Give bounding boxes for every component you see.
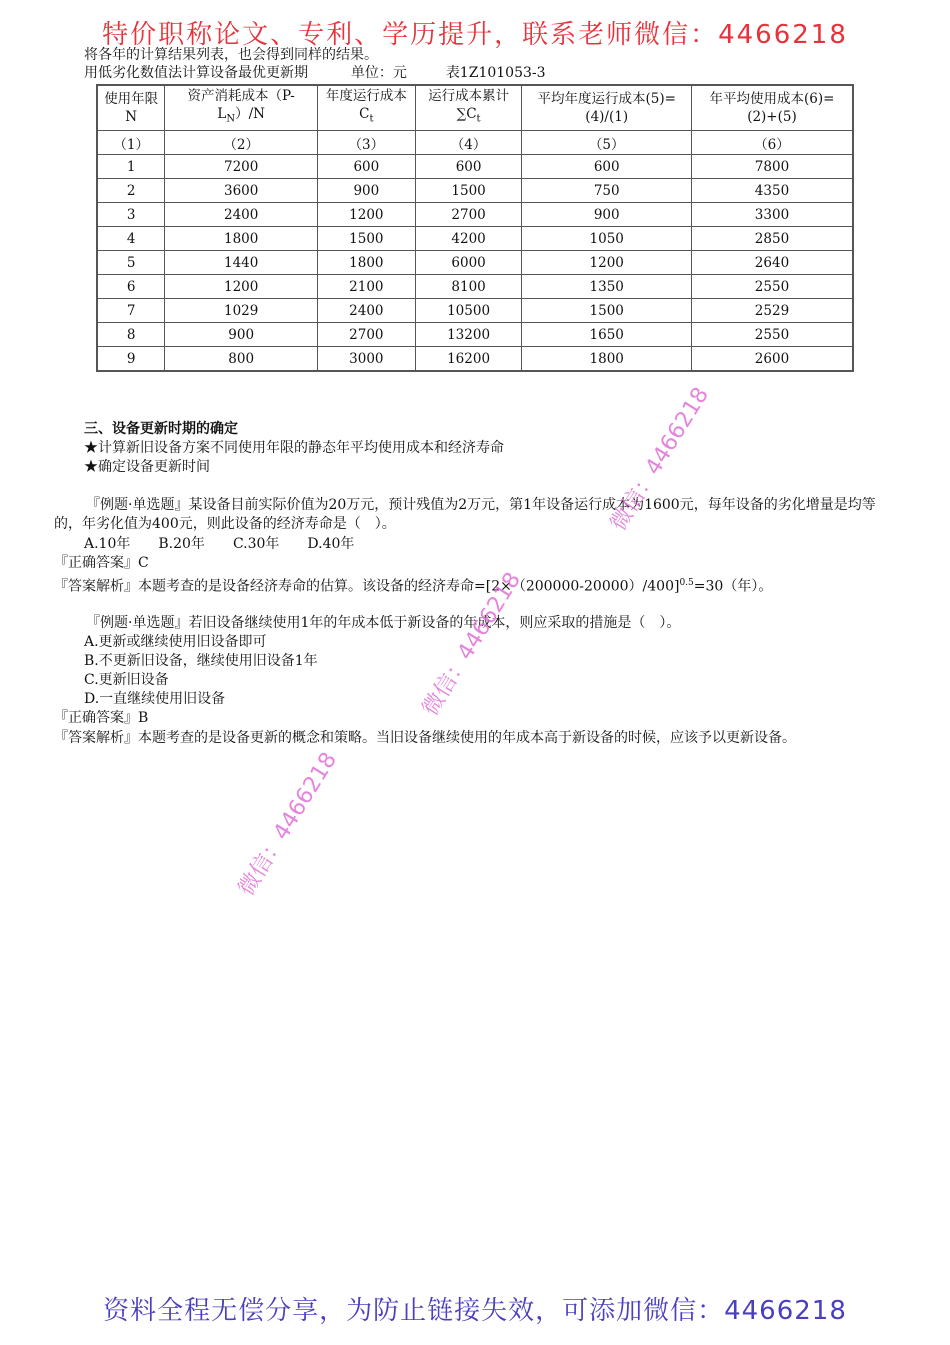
table-cell: 750 <box>522 179 692 203</box>
table-cell: 6 <box>97 275 165 299</box>
watermark-3: 微信：4466218 <box>233 748 343 901</box>
table-cell: 900 <box>317 179 415 203</box>
table-row <box>97 299 853 323</box>
q2-answer: 『正确答案』B <box>54 710 149 726</box>
table-cell: 2640 <box>691 251 853 275</box>
q1-option-d: D.40年 <box>307 536 355 552</box>
table-index-row: （1） （2） （3） （4） （5） （6） <box>97 131 853 155</box>
table-cell: 1500 <box>415 179 522 203</box>
table-cell: 1800 <box>317 251 415 275</box>
header-average-operating-cost: 平均年度运行成本(5)= (4)/(1) <box>522 85 692 131</box>
table-cell: 1500 <box>317 227 415 251</box>
table-cell: 7200 <box>165 155 318 179</box>
table-cell: 6000 <box>415 251 522 275</box>
header-average-usage-cost: 年平均使用成本(6)= (2)+(5) <box>691 85 853 131</box>
table-cell: 2529 <box>691 299 853 323</box>
q2-stem: 『例题·单选题』若旧设备继续使用1年的年成本低于新设备的年成本，则应采取的措施是（ ）。 <box>86 615 681 631</box>
watermark-2: 微信：4466218 <box>417 568 527 721</box>
q2-analysis: 『答案解析』本题考查的是设备更新的概念和策略。当旧设备继续使用的年成本高于新设备的时候，应该予以更新设备。 <box>54 730 796 746</box>
q1-answer: 『正确答案』C <box>54 555 149 571</box>
table-cell: 4200 <box>415 227 522 251</box>
section-heading: 三、设备更新时期的确定 <box>84 421 238 437</box>
table-cell: 2100 <box>317 275 415 299</box>
header-cumulative-operating-cost: 运行成本累计 $\sum C_t$ <box>415 85 522 131</box>
watermark-1: 微信：4466218 <box>605 383 715 536</box>
table-cell: 7 <box>97 299 165 323</box>
q2-option-c: C.更新旧设备 <box>84 672 169 688</box>
table-cell: 600 <box>415 155 522 179</box>
q1-option-c: C.30年 <box>232 536 280 552</box>
q1-option-b: B.20年 <box>158 536 205 552</box>
table-cell: 1050 <box>522 227 692 251</box>
table-cell: 2700 <box>317 323 415 347</box>
table-cell: 1200 <box>317 203 415 227</box>
table-cell: 3 <box>97 203 165 227</box>
table-cell: 2700 <box>415 203 522 227</box>
table-caption-title: 用低劣化数值法计算设备最优更新期 <box>84 65 308 81</box>
table-cell: 1800 <box>165 227 318 251</box>
table-header-row <box>97 85 853 131</box>
table-cell: 2400 <box>317 299 415 323</box>
table-cell: 3000 <box>317 347 415 372</box>
q2-option-d: D.一直继续使用旧设备 <box>84 691 226 707</box>
table-cell: 2600 <box>691 347 853 372</box>
table-cell: 10500 <box>415 299 522 323</box>
bottom-banner: 资料全程无偿分享，为防止链接失效，可添加微信：4466218 <box>103 1296 847 1326</box>
q2-option-a: A.更新或继续使用旧设备即可 <box>84 634 267 650</box>
table-cell: 16200 <box>415 347 522 372</box>
table-row <box>97 347 853 372</box>
table-cell: 9 <box>97 347 165 372</box>
table-cell: 1800 <box>522 347 692 372</box>
table-cell: 2400 <box>165 203 318 227</box>
header-annual-operating-cost: 年度运行成本 $C_t$ <box>317 85 415 131</box>
top-banner: 特价职称论文、专利、学历提升，联系老师微信：4466218 <box>102 20 848 50</box>
table-cell: 13200 <box>415 323 522 347</box>
table-cell: 1029 <box>165 299 318 323</box>
table-row <box>97 155 853 179</box>
table-cell: 2550 <box>691 275 853 299</box>
table-caption <box>84 64 546 82</box>
table-row <box>97 179 853 203</box>
table-cell: 3300 <box>691 203 853 227</box>
table-cell: 7800 <box>691 155 853 179</box>
table-cell: 4 <box>97 227 165 251</box>
table-cell: 8100 <box>415 275 522 299</box>
table-cell: 800 <box>165 347 318 372</box>
intro-line: 将各年的计算结果列表，也会得到同样的结果。 <box>84 47 378 63</box>
table-cell: 1440 <box>165 251 318 275</box>
header-years: 使用年限 N <box>97 85 165 131</box>
q1-options <box>84 535 382 553</box>
table-cell: 600 <box>317 155 415 179</box>
q2-option-b: B.不更新旧设备，继续使用旧设备1年 <box>84 653 318 669</box>
table-cell: 900 <box>522 203 692 227</box>
table-caption-number: 表1Z101053-3 <box>445 65 546 81</box>
cost-table <box>96 84 854 372</box>
table-cell: 2 <box>97 179 165 203</box>
table-cell: 1 <box>97 155 165 179</box>
table-cell: 4350 <box>691 179 853 203</box>
table-row <box>97 251 853 275</box>
table-cell: 8 <box>97 323 165 347</box>
table-cell: 2850 <box>691 227 853 251</box>
table-cell: 900 <box>165 323 318 347</box>
q1-option-a: A.10年 <box>84 536 131 552</box>
table-cell: 1650 <box>522 323 692 347</box>
header-asset-cost: 资产消耗成本（P- $L_N)/N$ <box>165 85 318 131</box>
table-caption-unit: 单位：元 <box>350 65 407 81</box>
table-cell: 1500 <box>522 299 692 323</box>
table-cell: 2550 <box>691 323 853 347</box>
table-row <box>97 227 853 251</box>
section-bullet-1: ★计算新旧设备方案不同使用年限的静态年平均使用成本和经济寿命 <box>84 440 504 456</box>
table-cell: 600 <box>522 155 692 179</box>
table-row <box>97 203 853 227</box>
table-cell: 1200 <box>165 275 318 299</box>
table-cell: 5 <box>97 251 165 275</box>
table-cell: 3600 <box>165 179 318 203</box>
table-row <box>97 275 853 299</box>
table-cell: 1200 <box>522 251 692 275</box>
q1-analysis: 『答案解析』本题考查的是设备经济寿命的估算。该设备的经济寿命$=[2\times(200000-20000)/400]^{0.5}=30$（年）。 <box>54 578 773 595</box>
table-row <box>97 323 853 347</box>
section-bullet-2: ★确定设备更新时间 <box>84 459 210 475</box>
table-cell: 1350 <box>522 275 692 299</box>
q1-stem: 『例题·单选题』某设备目前实际价值为20万元，预计残值为2万元，第1年设备运行成本为1600元，每年设备的劣化增量是均等的，年劣化值为400元，则此设备的经济寿命是（ ）。 <box>54 497 876 532</box>
